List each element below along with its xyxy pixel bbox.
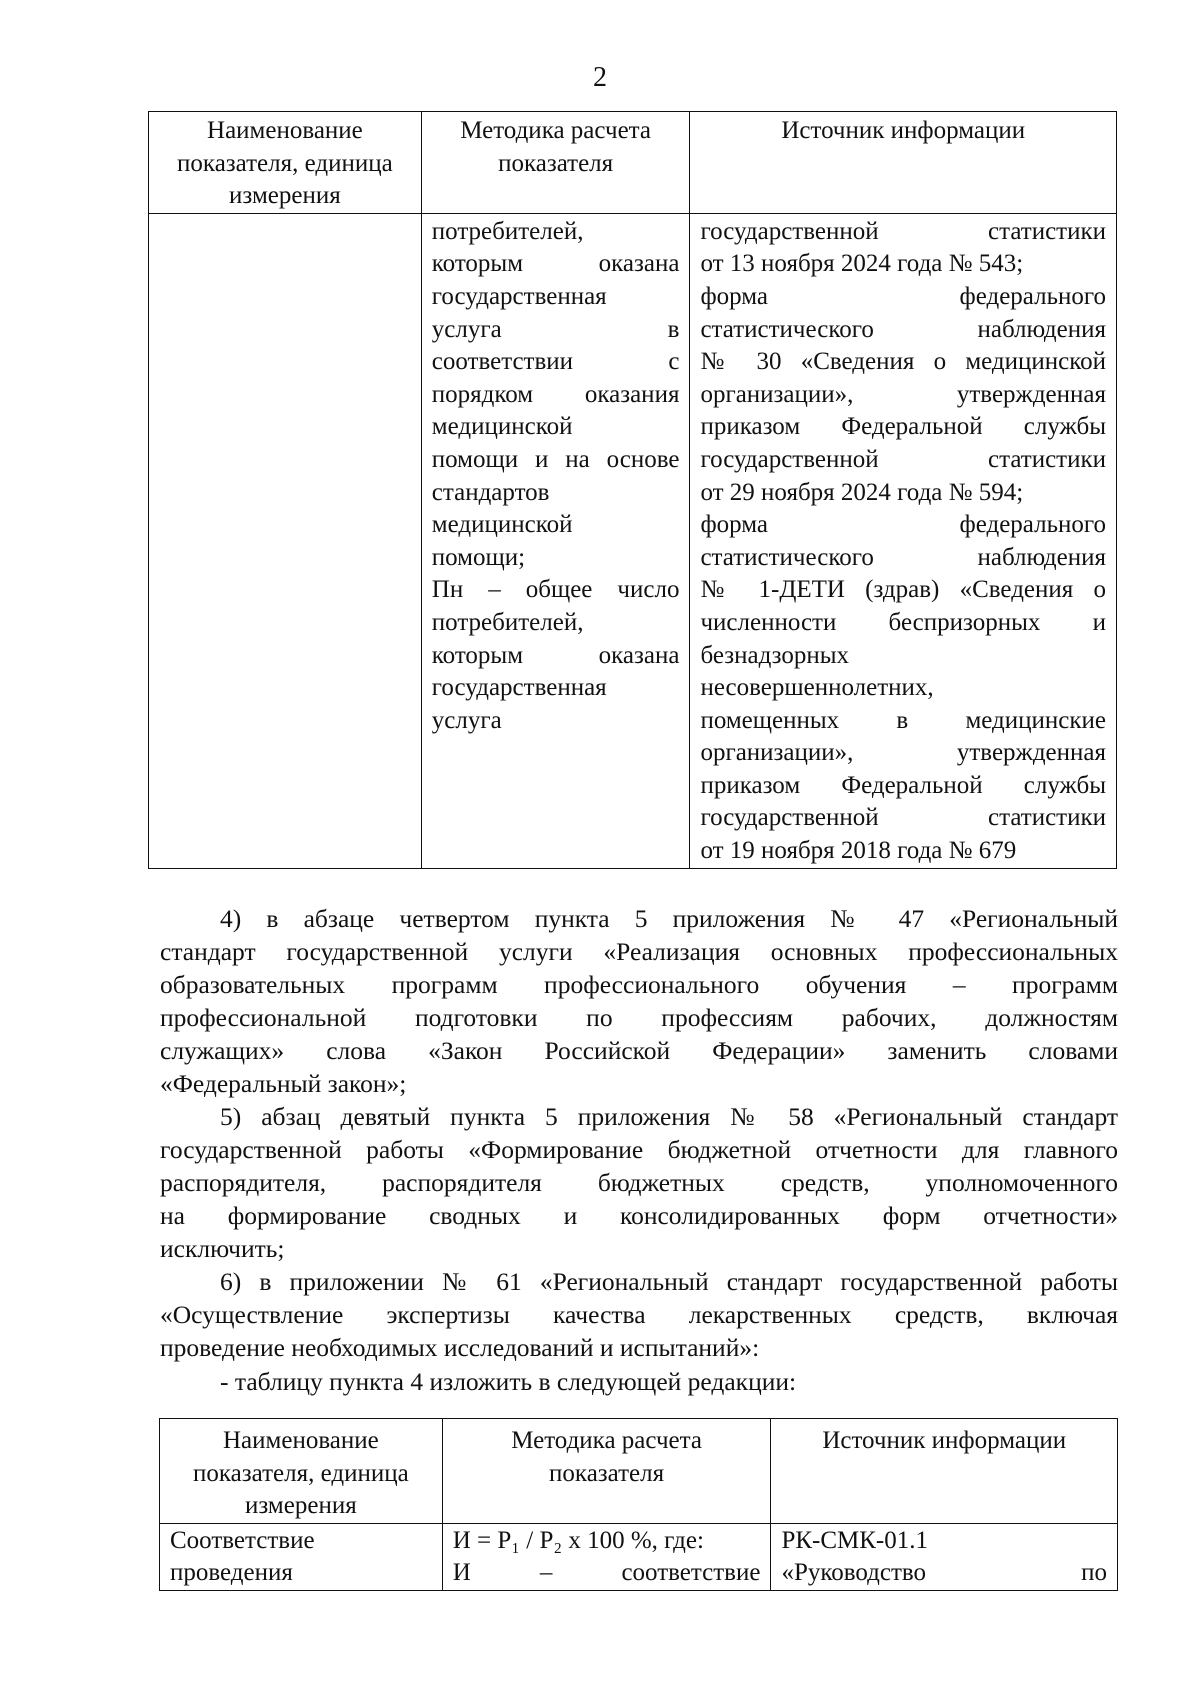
- header-indicator-name: Наименование показателя, единица измерения: [160, 1419, 443, 1524]
- paragraph-table-instruction: - таблицу пункта 4 изложить в следующей редакции:: [220, 1367, 797, 1396]
- header-calculation-method: Методика расчета показателя: [442, 1419, 771, 1524]
- header-information-source: Источник информации: [771, 1419, 1118, 1524]
- paragraph-item-4: 4) в абзаце четвертом пункта 5 приложения № 47 «Региональный стандарт государственной услуги «Реализация основных профессиональных образовательных программ профессионального обучения – программ профессиональной подготовки по профессиям рабочих, должностям служащих» слова «Закон Российской Федерации» заменить словами «Федеральный закон»;: [160, 904, 1118, 1098]
- cell-indicator-name: Соответствие проведения: [160, 1523, 443, 1590]
- cell-calculation-method: потребителей, которым оказана государственная услуга в соответствии с порядком оказания медицинской помощи и на основе стандартов медицинской помощи; Пн – общее число потребителей, которым оказана государственная услуга: [421, 213, 690, 868]
- paragraph-item-6: 6) в приложении № 61 «Региональный стандарт государственной работы «Осуществление экспертизы качества лекарственных средств, включая проведение необходимых исследований и испытаний»:: [160, 1267, 1118, 1362]
- table-header-row: [149, 112, 1117, 214]
- indicator-table-continued: [148, 111, 1117, 869]
- header-calculation-method: Методика расчета показателя: [421, 112, 690, 214]
- header-indicator-name: Наименование показателя, единица измерения: [149, 112, 422, 214]
- table-row: [149, 213, 1117, 868]
- header-information-source: Источник информации: [690, 112, 1117, 214]
- paragraph-item-5: 5) абзац девятый пункта 5 приложения № 58 «Региональный стандарт государственной работы «Формирование бюджетной отчетности для главного распорядителя, распорядителя бюджетных средств, уполномоченного на формирование сводных и консолидированных форм отчетности» исключить;: [160, 1102, 1118, 1263]
- table-header-row: [160, 1419, 1118, 1524]
- table-row: [160, 1523, 1118, 1590]
- cell-information-source: РК-СМК-01.1 «Руководство по: [771, 1523, 1118, 1590]
- cell-indicator-name: [149, 213, 422, 868]
- cell-information-source: государственной статистики от 13 ноября 2024 года № 543; форма федерального статистического наблюдения № 30 «Сведения о медицинской организации», утвержденная приказом Федеральной службы государственной статистики от 29 ноября 2024 года № 594; форма федерального статистического наблюдения № 1-ДЕТИ (здрав) «Сведения о численности беспризорных и безнадзорных несовершеннолетних, помещенных в медицинские организации», утвержденная приказом Федеральной службы государственной статистики от 19 ноября 2018 года № 679: [690, 213, 1117, 868]
- cell-calculation-method: И = Р₁ / Р₂ х 100 %, где: И – соответствие: [442, 1523, 771, 1590]
- indicator-table-new: [159, 1418, 1118, 1591]
- page-number: 2: [593, 62, 607, 93]
